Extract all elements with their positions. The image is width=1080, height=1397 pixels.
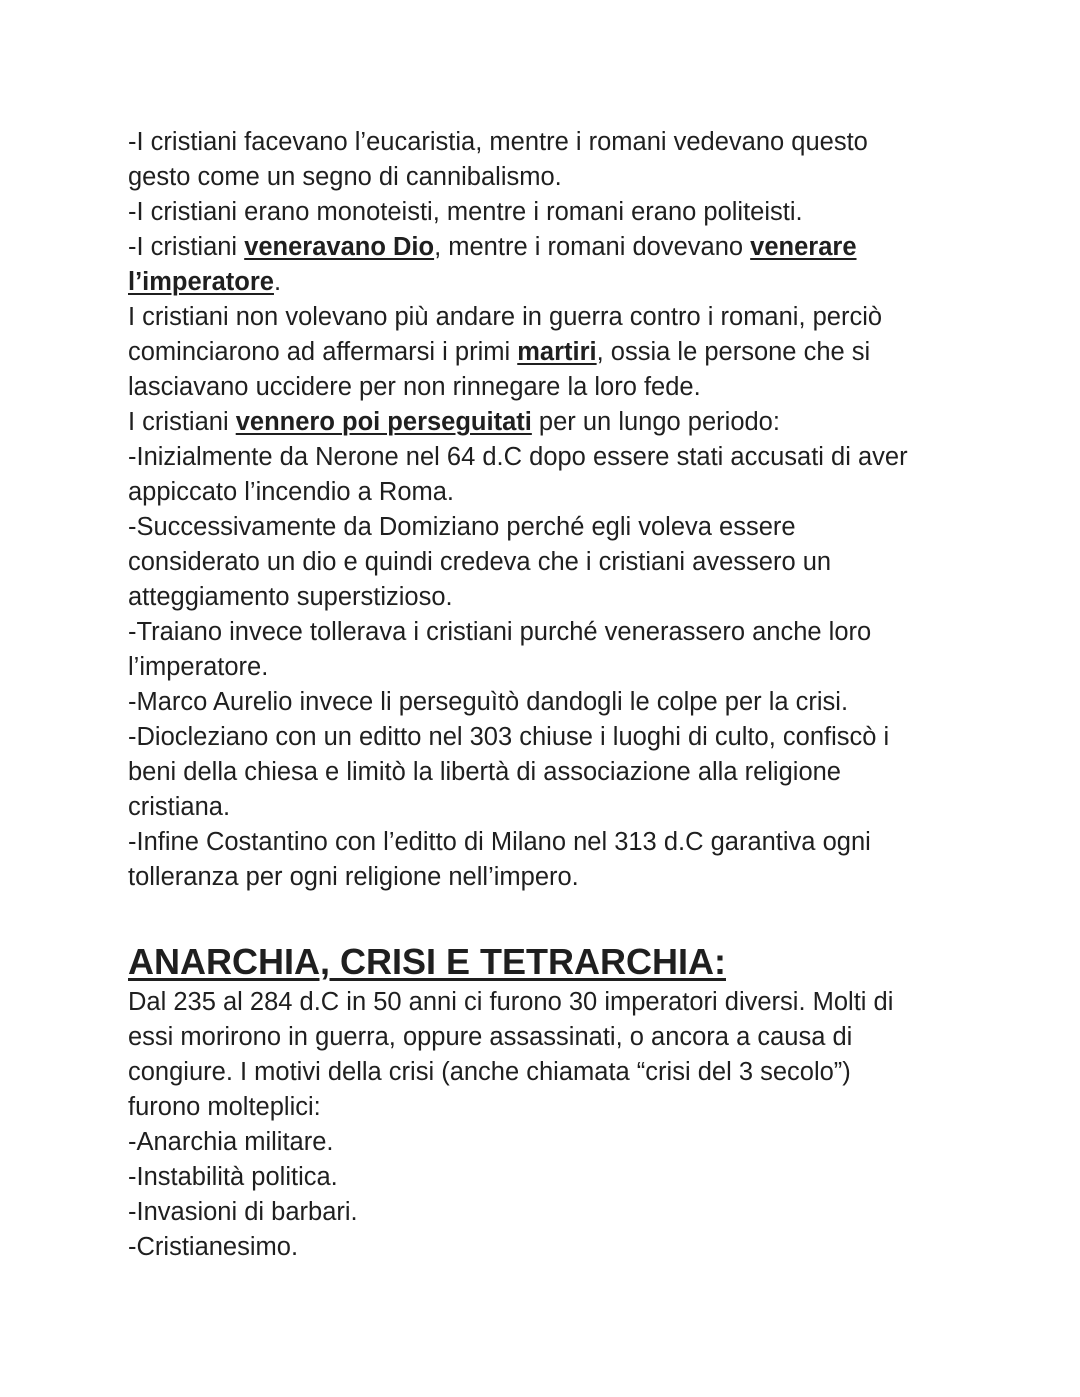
highlight-imperatore: l’imperatore — [128, 268, 274, 296]
text-line: essi morirono in guerra, oppure assassinati, o ancora a causa di — [128, 1023, 853, 1051]
text-run: cominciarono ad affermarsi i primi — [128, 338, 518, 366]
crisis-causes-list — [128, 1125, 958, 1265]
text-line: congiure. I motivi della crisi (anche chiamata “crisi del 3 secolo”) — [128, 1058, 851, 1086]
text-line: beni della chiesa e limitò la libertà di associazione alla religione — [128, 758, 841, 786]
text-line: -Traiano invece tollerava i cristiani purché venerassero anche loro — [128, 618, 872, 646]
paragraph-venerazione — [128, 230, 958, 300]
text-line: lasciavano uccidere per non rinnegare la loro fede. — [128, 373, 701, 401]
item-costantino — [128, 825, 958, 895]
text-line: cristiana. — [128, 793, 231, 821]
item-diocleziano — [128, 720, 958, 825]
item-marco-aurelio — [128, 685, 958, 720]
text-line: Dal 235 al 284 d.C in 50 anni ci furono 30 imperatori diversi. Molti di — [128, 988, 894, 1016]
text-line: -Diocleziano con un editto nel 303 chiuse i luoghi di culto, confiscò i — [128, 723, 890, 751]
item-domiziano — [128, 510, 958, 615]
text-run: , mentre i romani dovevano — [434, 233, 751, 261]
text-run: per un lungo periodo: — [531, 408, 780, 436]
highlight-veneravano-dio: veneravano Dio — [244, 233, 435, 261]
text-line: I cristiani non volevano più andare in guerra contro i romani, perciò — [128, 303, 883, 331]
document-page — [128, 125, 958, 1265]
text-run: -I cristiani — [128, 233, 245, 261]
text-run: I cristiani — [128, 408, 236, 436]
text-line — [128, 335, 958, 370]
text-line: -Infine Costantino con l’editto di Milano nel 313 d.C garantiva ogni — [128, 828, 871, 856]
text-line: -Marco Aurelio invece li perseguìtò dandogli le colpe per la crisi. — [128, 688, 849, 716]
highlight-venerare: venerare — [750, 233, 857, 261]
text-line — [128, 265, 958, 300]
text-line: appiccato l’incendio a Roma. — [128, 478, 455, 506]
text-run: . — [273, 268, 282, 296]
text-line: atteggiamento superstizioso. — [128, 583, 453, 611]
text-line — [128, 230, 958, 265]
text-line: -Successivamente da Domiziano perché egli voleva essere — [128, 513, 796, 541]
text-line: l’imperatore. — [128, 653, 269, 681]
paragraph-martiri — [128, 300, 958, 405]
text-line: furono molteplici: — [128, 1093, 321, 1121]
list-item: -Invasioni di barbari. — [128, 1198, 358, 1226]
paragraph-monoteisti — [128, 195, 958, 230]
paragraph-persecuzioni — [128, 405, 958, 440]
text-line: -I cristiani erano monoteisti, mentre i romani erano politeisti. — [128, 198, 803, 226]
highlight-martiri: martiri — [517, 338, 597, 366]
text-line — [128, 405, 958, 440]
section-heading: ANARCHIA, CRISI E TETRARCHIA: — [128, 941, 726, 982]
item-nerone — [128, 440, 958, 510]
text-run: , ossia le persone che si — [596, 338, 871, 366]
list-item: -Cristianesimo. — [128, 1233, 299, 1261]
paragraph-eucaristia — [128, 125, 958, 195]
text-line: tolleranza per ogni religione nell’impero. — [128, 863, 579, 891]
text-line: -I cristiani facevano l’eucaristia, mentre i romani vedevano questo — [128, 128, 868, 156]
paragraph-crisi — [128, 985, 958, 1125]
text-line: considerato un dio e quindi credeva che i cristiani avessero un — [128, 548, 832, 576]
text-line: gesto come un segno di cannibalismo. — [128, 163, 562, 191]
list-item: -Anarchia militare. — [128, 1128, 334, 1156]
text-line: -Inizialmente da Nerone nel 64 d.C dopo essere stati accusati di aver — [128, 443, 908, 471]
item-traiano — [128, 615, 958, 685]
list-item: -Instabilità politica. — [128, 1163, 338, 1191]
highlight-perseguitati: vennero poi perseguitati — [235, 408, 532, 436]
